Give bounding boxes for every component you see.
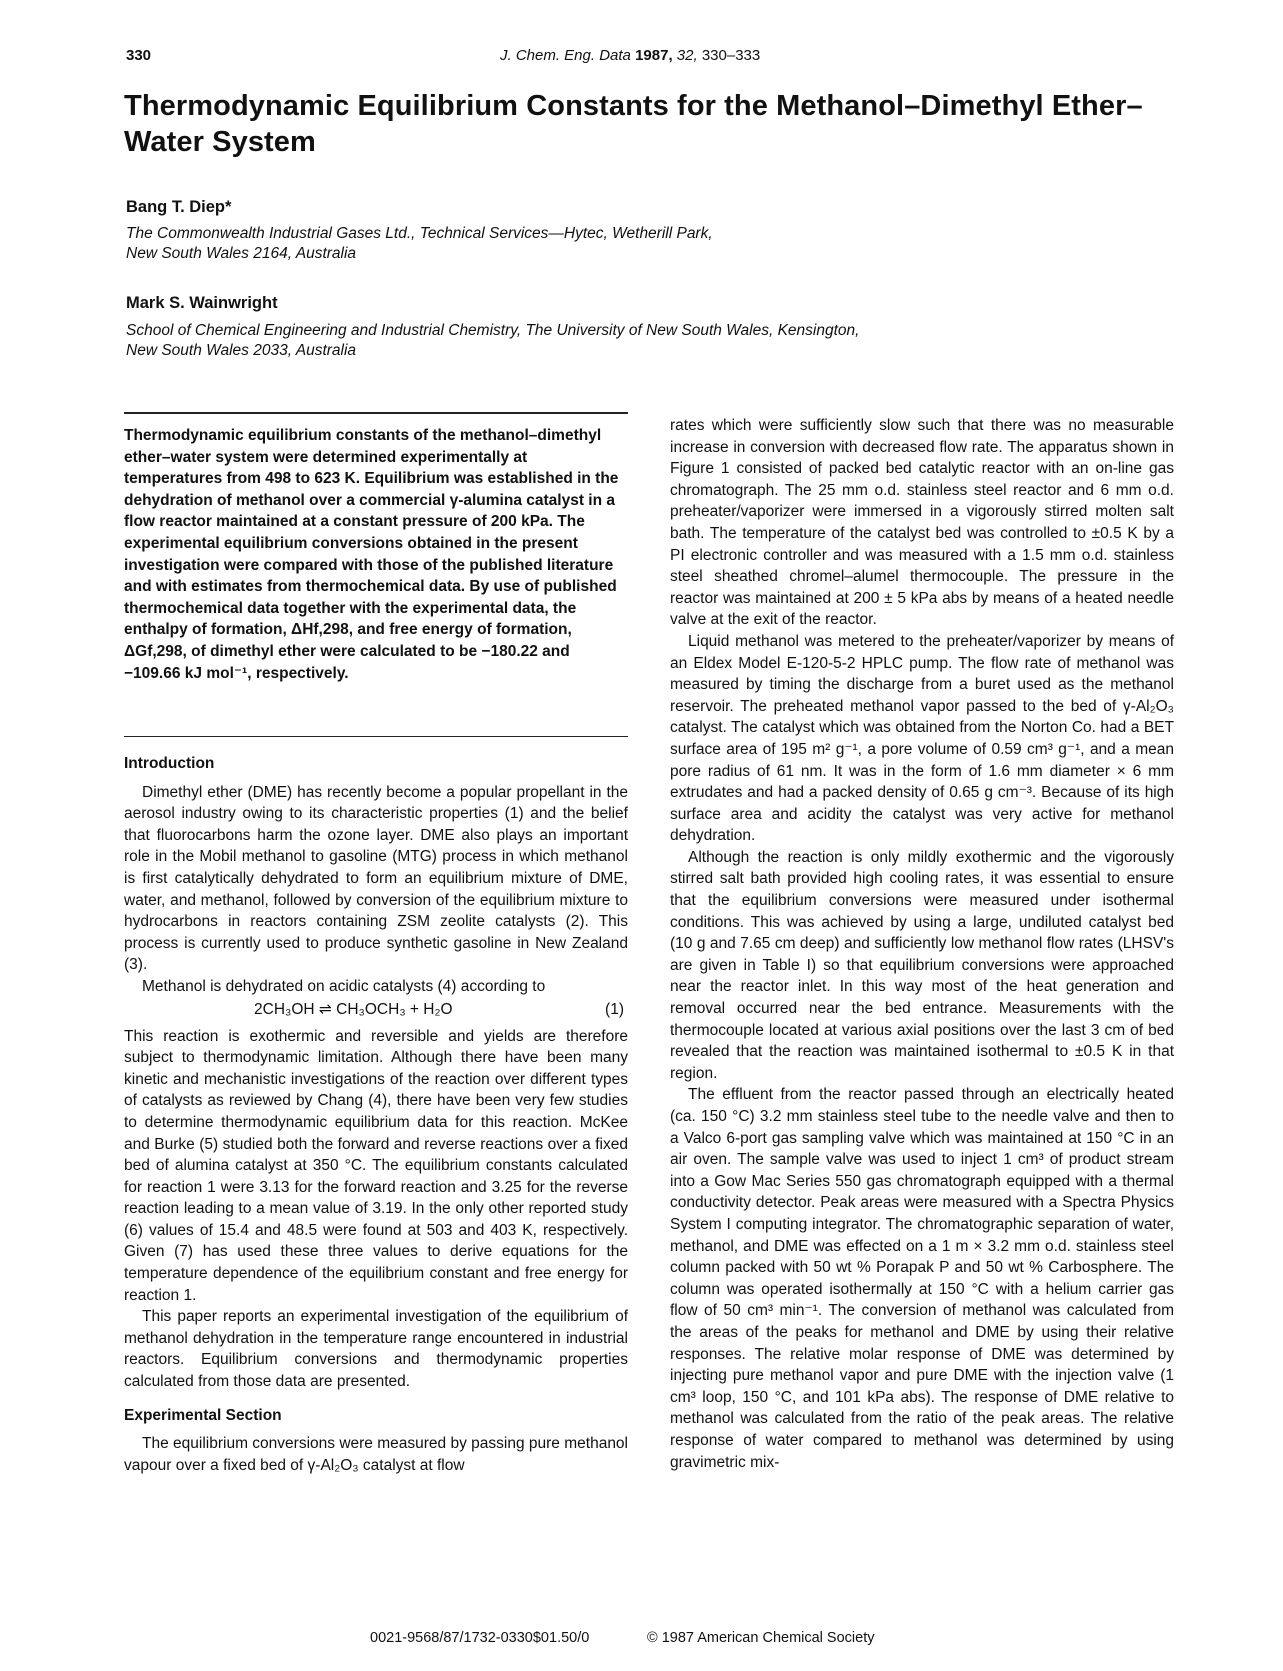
right-paragraph-2: Liquid methanol was metered to the preheater/vaporizer by means of an Eldex Model E-120-5-2 HPLC pump. The flow rate of methanol was measured by timing the discharge from a buret used as the methanol reservoir. The preheated methanol vapor passed to the bed of γ-Al₂O₃ catalyst. The catalyst which was obtained from the Norton Co. had a BET surface area of 195 m² g⁻¹, a pore volume of 0.59 cm³ g⁻¹, and a mean pore radius of 61 nm. It was in the form of 1.6 mm diameter × 6 mm extrudates and had a packed density of 0.65 g cm⁻³. Because of its high surface area and acidity the catalyst was very active for methanol dehydration. (670, 632, 1174, 845)
copyright: © 1987 American Chemical Society (647, 1630, 875, 1646)
abstract-bottom-rule (124, 736, 628, 737)
journal-year: 1987, (635, 47, 673, 64)
intro-paragraph-4: This paper reports an experimental investigation of the equilibrium of methanol dehydration in the temperature range encountered in industrial reactors. Equilibrium conversions and thermodynamic properties calculated from those data are presented. (124, 1308, 628, 1391)
author-name-2: Mark S. Wainwright (126, 294, 278, 312)
journal-citation (500, 47, 760, 64)
journal-pages: 330–333 (701, 47, 761, 64)
right-paragraph-4: The effluent from the reactor passed through an electrically heated (ca. 150 °C) 3.2 mm stainless steel tube to the needle valve and then to a Valco 6-port gas sampling valve which was maintained at 150 °C in an air oven. The sample valve was used to inject 1 cm³ of product stream into a Gow Mac Series 550 gas chromatograph equipped with a thermal conductivity detector. Peak areas were measured with a Spectra Physics System I computing integrator. The chromatographic separation of water, methanol, and DME was effected on a 1 m × 3.2 mm o.d. stainless steel column packed with 50 wt % Porapak P and 50 wt % Carbosphere. The column was operated isothermally at 150 °C with a helium carrier gas flow of 50 cm³ min⁻¹. The conversion of methanol was calculated from the areas of the peaks for methanol and DME by using their relative responses. The relative molar response of DME was determined by injecting pure methanol vapor and pure DME with the injection valve (1 cm³ loop, 150 °C, and 101 kPa abs). The response of DME relative to methanol was calculated from the ratio of the peak areas. The relative response of water compared to methanol was determined by using gravimetric mix- (670, 1086, 1174, 1471)
equation-1 (124, 999, 628, 1023)
article-code: 0021-9568/87/1732-0330$01.50/0 (370, 1630, 590, 1646)
right-paragraph-1: rates which were sufficiently slow such that there was no measurable increase in conversion with decreased flow rate. The apparatus shown in Figure 1 consisted of packed bed catalytic reactor with an on-line gas chromatograph. The 25 mm o.d. stainless steel reactor and 6 mm o.d. preheater/vaporizer were immersed in a vigorously stirred molten salt bath. The temperature of the catalyst bed was controlled to ±0.5 K by a PI electronic controller and was measured with a 1.5 mm o.d. stainless steel sheathed chromel–alumel thermocouple. The pressure in the reactor was maintained at 200 ± 5 kPa abs by means of a heated needle valve at the exit of the reactor. (670, 417, 1174, 629)
affiliation-2-line-2: New South Wales 2033, Australia (126, 342, 357, 359)
journal-volume: 32, (676, 47, 698, 64)
affiliation-1-line-2: New South Wales 2164, Australia (126, 245, 357, 262)
abstract: Thermodynamic equilibrium constants of the methanol–dimethyl ether–water system were determined experimentally at temperatures from 498 to 623 K. Equilibrium was established in the dehydration of methanol over a commercial γ-alumina catalyst in a flow reactor maintained at a constant pressure of 200 kPa. The experimental equilibrium conversions obtained in the present investigation were compared with those of the published literature and with estimates from thermochemical data. By use of published thermochemical data together with the experimental data, the enthalpy of formation, ΔHf,298, and free energy of formation, ΔGf,298, of dimethyl ether were calculated to be −180.22 and −109.66 kJ mol⁻¹, respectively. (124, 427, 619, 682)
paper-title: Thermodynamic Equilibrium Constants for the Methanol–Dimethyl Ether–Water System (124, 90, 1143, 158)
affiliation-1-line-1: The Commonwealth Industrial Gases Ltd., Technical Services—Hytec, Wetherill Park, (126, 225, 713, 242)
abstract-top-rule (124, 412, 628, 414)
introduction-heading: Introduction (124, 755, 215, 772)
intro-paragraph-1: Dimethyl ether (DME) has recently become a popular propellant in the aerosol industry owing to its characteristic properties (1) and the belief that fluorocarbons harm the ozone layer. DME also plays an important role in the Mobil methanol to gasoline (MTG) process in which methanol is first catalytically dehydrated to form an equilibrium mixture of DME, water, and methanol, followed by conversion of the equilibrium mixture to hydrocarbons in reactors containing ZSM zeolite catalysts (2). This process is currently used to produce synthetic gasoline in New Zealand (3). (124, 783, 628, 974)
author-affiliation-1 (126, 224, 1086, 264)
journal-name: J. Chem. Eng. Data (500, 47, 631, 64)
intro-paragraph-3: This reaction is exothermic and reversible and yields are therefore subject to thermodynamic limitation. Although there have been many kinetic and mechanistic investigations of the reaction over different types of catalysts as reviewed by Chang (4), there have been very few studies to determine thermodynamic equilibrium data for this reaction. McKee and Burke (5) studied both the forward and reverse reactions over a fixed bed of alumina catalyst at 350 °C. The equilibrium constants calculated for reaction 1 were 3.13 for the forward reaction and 3.25 for the reverse reaction leading to a mean value of 3.19. In the only other reported study (6) values of 15.4 and 48.5 were found at 503 and 403 K, respectively. Given (7) has used these three values to derive equations for the temperature dependence of the equilibrium constant and free energy for reaction 1. (124, 1027, 628, 1304)
right-column (670, 415, 1174, 1473)
experimental-paragraph-1: The equilibrium conversions were measured by passing pure methanol vapour over a fixed bed of γ-Al₂O₃ catalyst at flow (124, 1435, 628, 1474)
experimental-heading: Experimental Section (124, 1406, 282, 1424)
author-affiliation-2 (126, 321, 1086, 361)
intro-paragraph-2: Methanol is dehydrated on acidic catalysts (4) according to (142, 977, 546, 995)
right-paragraph-3: Although the reaction is only mildly exothermic and the vigorously stirred salt bath provided high cooling rates, it was essential to ensure that the equilibrium conversions were measured under isothermal conditions. This was achieved by using a large, undiluted catalyst bed (10 g and 7.65 cm deep) and sufficiently low methanol flow rates (LHSV's are given in Table I) so that equilibrium conversions were approached near the reactor inlet. In this way most of the heat generation and removal occurred near the bed entrance. Measurements with the thermocouple located at various axial positions over the last 3 cm of bed revealed that the reaction was maintained isothermal to ±0.5 K in that region. (670, 848, 1174, 1082)
affiliation-2-line-1: School of Chemical Engineering and Industrial Chemistry, The University of New South Wales, Kensington, (126, 322, 860, 339)
author-name-1: Bang T. Diep* (126, 198, 232, 216)
equation-number: (1) (605, 1000, 624, 1018)
running-header (0, 47, 1283, 69)
left-column (124, 753, 628, 1476)
page-number: 330 (126, 47, 152, 64)
equation-expression: 2CH₃OH ⇌ CH₃OCH₃ + H₂O (254, 1000, 453, 1018)
